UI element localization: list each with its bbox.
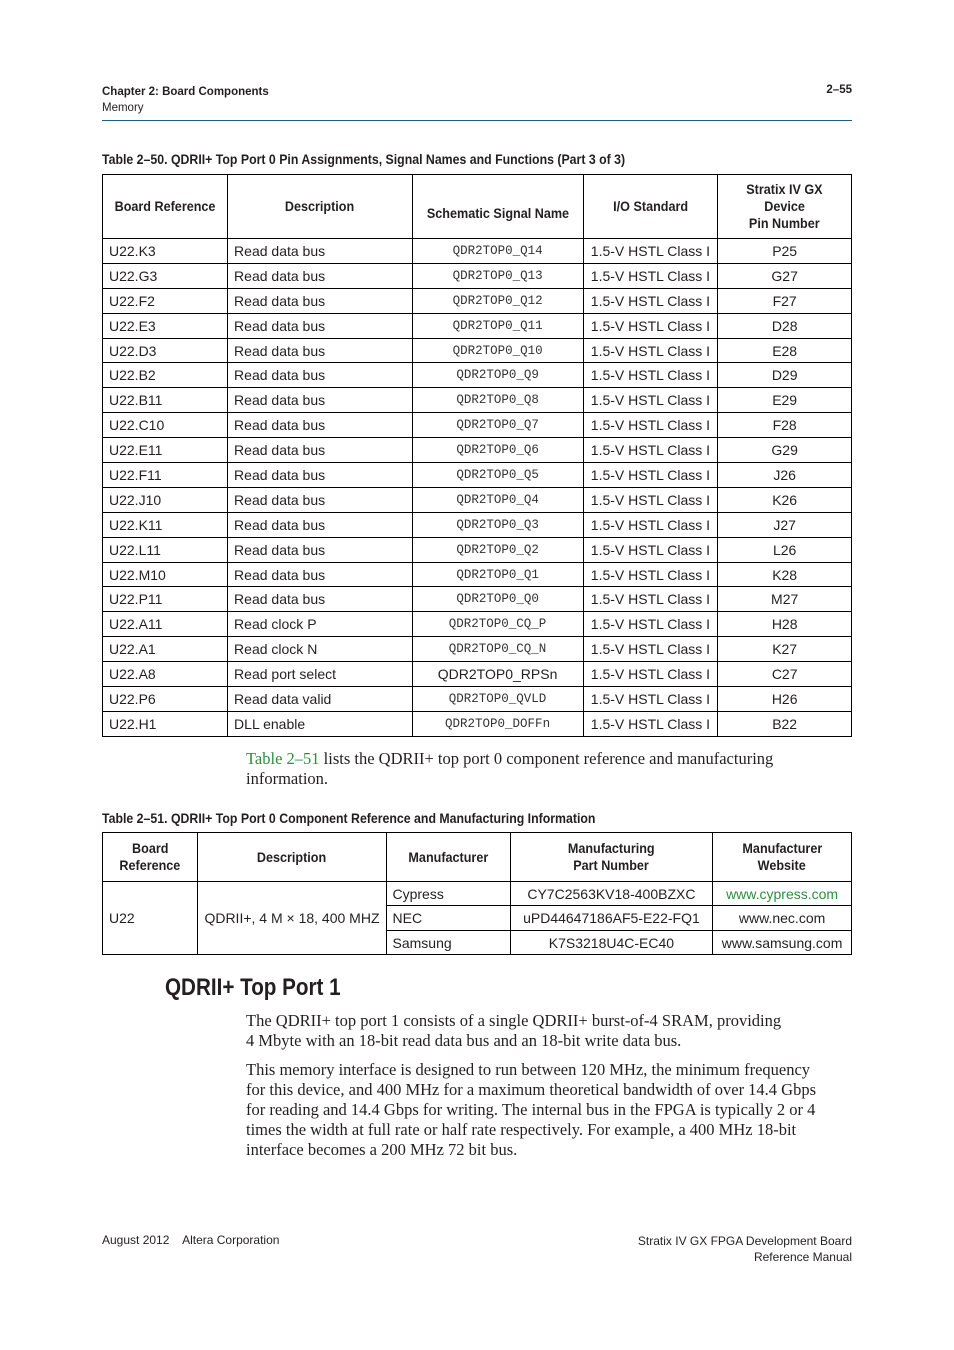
table1-caption: Table 2–50. QDRII+ Top Port 0 Pin Assignments, Signal Names and Functions (Part 3 of 3) [102, 151, 626, 167]
pin-number-cell: L26 [718, 537, 852, 562]
part-number-cell: CY7C2563KV18-400BZXC [510, 882, 713, 906]
description-cell: Read data bus [228, 512, 413, 537]
io-standard-cell: 1.5-V HSTL Class I [583, 338, 718, 363]
col-header-pin-number: Stratix IV GX Device Pin Number [718, 175, 852, 239]
pin-number-cell: E29 [718, 388, 852, 413]
table-link[interactable]: Table 2–51 [246, 749, 320, 768]
pin-number-cell: F27 [718, 288, 852, 313]
table-row [103, 512, 852, 537]
io-standard-cell: 1.5-V HSTL Class I [583, 288, 718, 313]
io-standard-cell: 1.5-V HSTL Class I [583, 263, 718, 288]
table-row [103, 463, 852, 488]
section-title: Memory [102, 102, 144, 114]
io-standard-cell: 1.5-V HSTL Class I [583, 612, 718, 637]
table-row [103, 587, 852, 612]
signal-name-cell: QDR2TOP0_RPSn [412, 662, 583, 687]
signal-name-cell: QDR2TOP0_Q5 [412, 463, 583, 488]
component-table [102, 832, 852, 955]
pin-number-cell: D28 [718, 313, 852, 338]
signal-name-cell: QDR2TOP0_Q8 [412, 388, 583, 413]
pin-number-cell: G29 [718, 438, 852, 463]
section-heading: QDRII+ Top Port 1 [165, 974, 341, 1001]
description-cell: Read data bus [228, 239, 413, 264]
board-ref-cell: U22.F2 [103, 288, 228, 313]
table-row [103, 263, 852, 288]
description-cell: Read data bus [228, 388, 413, 413]
description-cell: Read data bus [228, 263, 413, 288]
pin-number-cell: J26 [718, 463, 852, 488]
col-header-signal: Schematic Signal Name [412, 175, 583, 239]
part-number-cell: uPD44647186AF5-E22-FQ1 [510, 906, 713, 931]
col-header-io-standard: I/O Standard [583, 175, 718, 239]
header-rule [102, 120, 852, 121]
section-paragraph-2: This memory interface is designed to run between 120 MHz, the minimum frequency for this device, and 400 MHz for a maximum theoretical bandwidth of over 14.4 Gbps for reading and 14.4 Gbps for writing. The internal bus in the FPGA is typically 2 or 4 times the width at full rate or half rate respectively. For example, a 400 MHz 18-bit interface becomes a 200 MHz 72 bit bus. [246, 1060, 817, 1159]
board-ref-cell: U22.P11 [103, 587, 228, 612]
footer-date-company: August 2012 Altera Corporation [102, 1233, 280, 1247]
col-header-description: Description [228, 175, 413, 239]
board-ref-cell: U22.P6 [103, 687, 228, 712]
col-header-manufacturer: Manufacturer [386, 833, 510, 882]
table-row [103, 313, 852, 338]
component-description: QDRII+, 4 M × 18, 400 MHZ [198, 882, 386, 955]
io-standard-cell: 1.5-V HSTL Class I [583, 463, 718, 488]
board-ref-cell: U22.M10 [103, 562, 228, 587]
table-row [103, 662, 852, 687]
col-header-part-number: Manufacturing Part Number [510, 833, 713, 882]
board-ref-cell: U22.A8 [103, 662, 228, 687]
table-row [103, 413, 852, 438]
manufacturer-cell: NEC [386, 906, 510, 931]
running-header [102, 84, 269, 116]
intro-paragraph: Table 2–51 lists the QDRII+ top port 0 component reference and manufacturing information. [246, 749, 774, 788]
website-cell: www.nec.com [713, 906, 852, 931]
io-standard-cell: 1.5-V HSTL Class I [583, 562, 718, 587]
signal-name-cell: QDR2TOP0_Q13 [412, 263, 583, 288]
signal-name-cell: QDR2TOP0_Q2 [412, 537, 583, 562]
website-cell: www.samsung.com [713, 931, 852, 955]
table-row [103, 363, 852, 388]
signal-name-cell: QDR2TOP0_Q7 [412, 413, 583, 438]
description-cell: Read data bus [228, 587, 413, 612]
manufacturer-cell: Cypress [386, 882, 510, 906]
table-row [103, 711, 852, 736]
col-header-board-ref: Board Reference [103, 175, 228, 239]
description-cell: Read data valid [228, 687, 413, 712]
table-row [103, 687, 852, 712]
description-cell: Read data bus [228, 363, 413, 388]
board-ref-cell: U22.F11 [103, 463, 228, 488]
col-header-description: Description [198, 833, 386, 882]
io-standard-cell: 1.5-V HSTL Class I [583, 413, 718, 438]
pin-number-cell: G27 [718, 263, 852, 288]
io-standard-cell: 1.5-V HSTL Class I [583, 512, 718, 537]
description-cell: Read data bus [228, 463, 413, 488]
signal-name-cell: QDR2TOP0_Q14 [412, 239, 583, 264]
pin-number-cell: F28 [718, 413, 852, 438]
col-header-board-ref: Board Reference [103, 833, 198, 882]
table-row [103, 438, 852, 463]
description-cell: Read data bus [228, 487, 413, 512]
component-board-ref: U22 [103, 882, 198, 955]
pin-number-cell: J27 [718, 512, 852, 537]
description-cell: Read data bus [228, 288, 413, 313]
board-ref-cell: U22.C10 [103, 413, 228, 438]
table-row [103, 388, 852, 413]
pin-number-cell: H26 [718, 687, 852, 712]
io-standard-cell: 1.5-V HSTL Class I [583, 363, 718, 388]
signal-name-cell: QDR2TOP0_Q12 [412, 288, 583, 313]
io-standard-cell: 1.5-V HSTL Class I [583, 438, 718, 463]
description-cell: DLL enable [228, 711, 413, 736]
signal-name-cell: QDR2TOP0_CQ_N [412, 637, 583, 662]
io-standard-cell: 1.5-V HSTL Class I [583, 687, 718, 712]
table-row [103, 612, 852, 637]
pin-number-cell: C27 [718, 662, 852, 687]
pin-number-cell: B22 [718, 711, 852, 736]
table-row [103, 239, 852, 264]
pin-number-cell: K27 [718, 637, 852, 662]
signal-name-cell: QDR2TOP0_Q1 [412, 562, 583, 587]
table-row [103, 288, 852, 313]
board-ref-cell: U22.A11 [103, 612, 228, 637]
pin-assignment-table [102, 174, 852, 737]
description-cell: Read data bus [228, 313, 413, 338]
board-ref-cell: U22.K11 [103, 512, 228, 537]
description-cell: Read clock P [228, 612, 413, 637]
table-row [103, 537, 852, 562]
board-ref-cell: U22.J10 [103, 487, 228, 512]
signal-name-cell: QDR2TOP0_Q6 [412, 438, 583, 463]
pin-number-cell: K26 [718, 487, 852, 512]
pin-number-cell: E28 [718, 338, 852, 363]
description-cell: Read data bus [228, 413, 413, 438]
signal-name-cell: QDR2TOP0_Q4 [412, 487, 583, 512]
board-ref-cell: U22.B2 [103, 363, 228, 388]
pin-number-cell: K28 [718, 562, 852, 587]
signal-name-cell: QDR2TOP0_QVLD [412, 687, 583, 712]
website-link[interactable]: www.cypress.com [713, 882, 852, 906]
board-ref-cell: U22.H1 [103, 711, 228, 736]
pin-number-cell: M27 [718, 587, 852, 612]
chapter-title: Chapter 2: Board Components [102, 86, 269, 98]
table-row [103, 562, 852, 587]
page-number: 2–55 [826, 84, 852, 96]
signal-name-cell: QDR2TOP0_Q11 [412, 313, 583, 338]
io-standard-cell: 1.5-V HSTL Class I [583, 587, 718, 612]
description-cell: Read data bus [228, 338, 413, 363]
description-cell: Read clock N [228, 637, 413, 662]
io-standard-cell: 1.5-V HSTL Class I [583, 662, 718, 687]
signal-name-cell: QDR2TOP0_DOFFn [412, 711, 583, 736]
signal-name-cell: QDR2TOP0_CQ_P [412, 612, 583, 637]
table2-caption: Table 2–51. QDRII+ Top Port 0 Component Reference and Manufacturing Information [102, 810, 596, 826]
io-standard-cell: 1.5-V HSTL Class I [583, 239, 718, 264]
description-cell: Read data bus [228, 438, 413, 463]
pin-number-cell: P25 [718, 239, 852, 264]
signal-name-cell: QDR2TOP0_Q10 [412, 338, 583, 363]
section-paragraph-1: The QDRII+ top port 1 consists of a single QDRII+ burst-of-4 SRAM, providing 4 Mbyte with an 18-bit read data bus and an 18-bit write data bus. [246, 1011, 782, 1050]
board-ref-cell: U22.A1 [103, 637, 228, 662]
description-cell: Read port select [228, 662, 413, 687]
board-ref-cell: U22.G3 [103, 263, 228, 288]
io-standard-cell: 1.5-V HSTL Class I [583, 487, 718, 512]
manufacturer-cell: Samsung [386, 931, 510, 955]
signal-name-cell: QDR2TOP0_Q9 [412, 363, 583, 388]
table-row [103, 338, 852, 363]
pin-number-cell: H28 [718, 612, 852, 637]
description-cell: Read data bus [228, 537, 413, 562]
board-ref-cell: U22.L11 [103, 537, 228, 562]
col-header-website: Manufacturer Website [713, 833, 852, 882]
io-standard-cell: 1.5-V HSTL Class I [583, 711, 718, 736]
description-cell: Read data bus [228, 562, 413, 587]
table-row [103, 487, 852, 512]
board-ref-cell: U22.K3 [103, 239, 228, 264]
signal-name-cell: QDR2TOP0_Q0 [412, 587, 583, 612]
board-ref-cell: U22.D3 [103, 338, 228, 363]
footer-doc-title: Stratix IV GX FPGA Development Board Reference Manual [637, 1234, 852, 1264]
board-ref-cell: U22.B11 [103, 388, 228, 413]
table-row [103, 637, 852, 662]
board-ref-cell: U22.E11 [103, 438, 228, 463]
signal-name-cell: QDR2TOP0_Q3 [412, 512, 583, 537]
io-standard-cell: 1.5-V HSTL Class I [583, 537, 718, 562]
pin-number-cell: D29 [718, 363, 852, 388]
io-standard-cell: 1.5-V HSTL Class I [583, 313, 718, 338]
io-standard-cell: 1.5-V HSTL Class I [583, 637, 718, 662]
part-number-cell: K7S3218U4C-EC40 [510, 931, 713, 955]
io-standard-cell: 1.5-V HSTL Class I [583, 388, 718, 413]
board-ref-cell: U22.E3 [103, 313, 228, 338]
